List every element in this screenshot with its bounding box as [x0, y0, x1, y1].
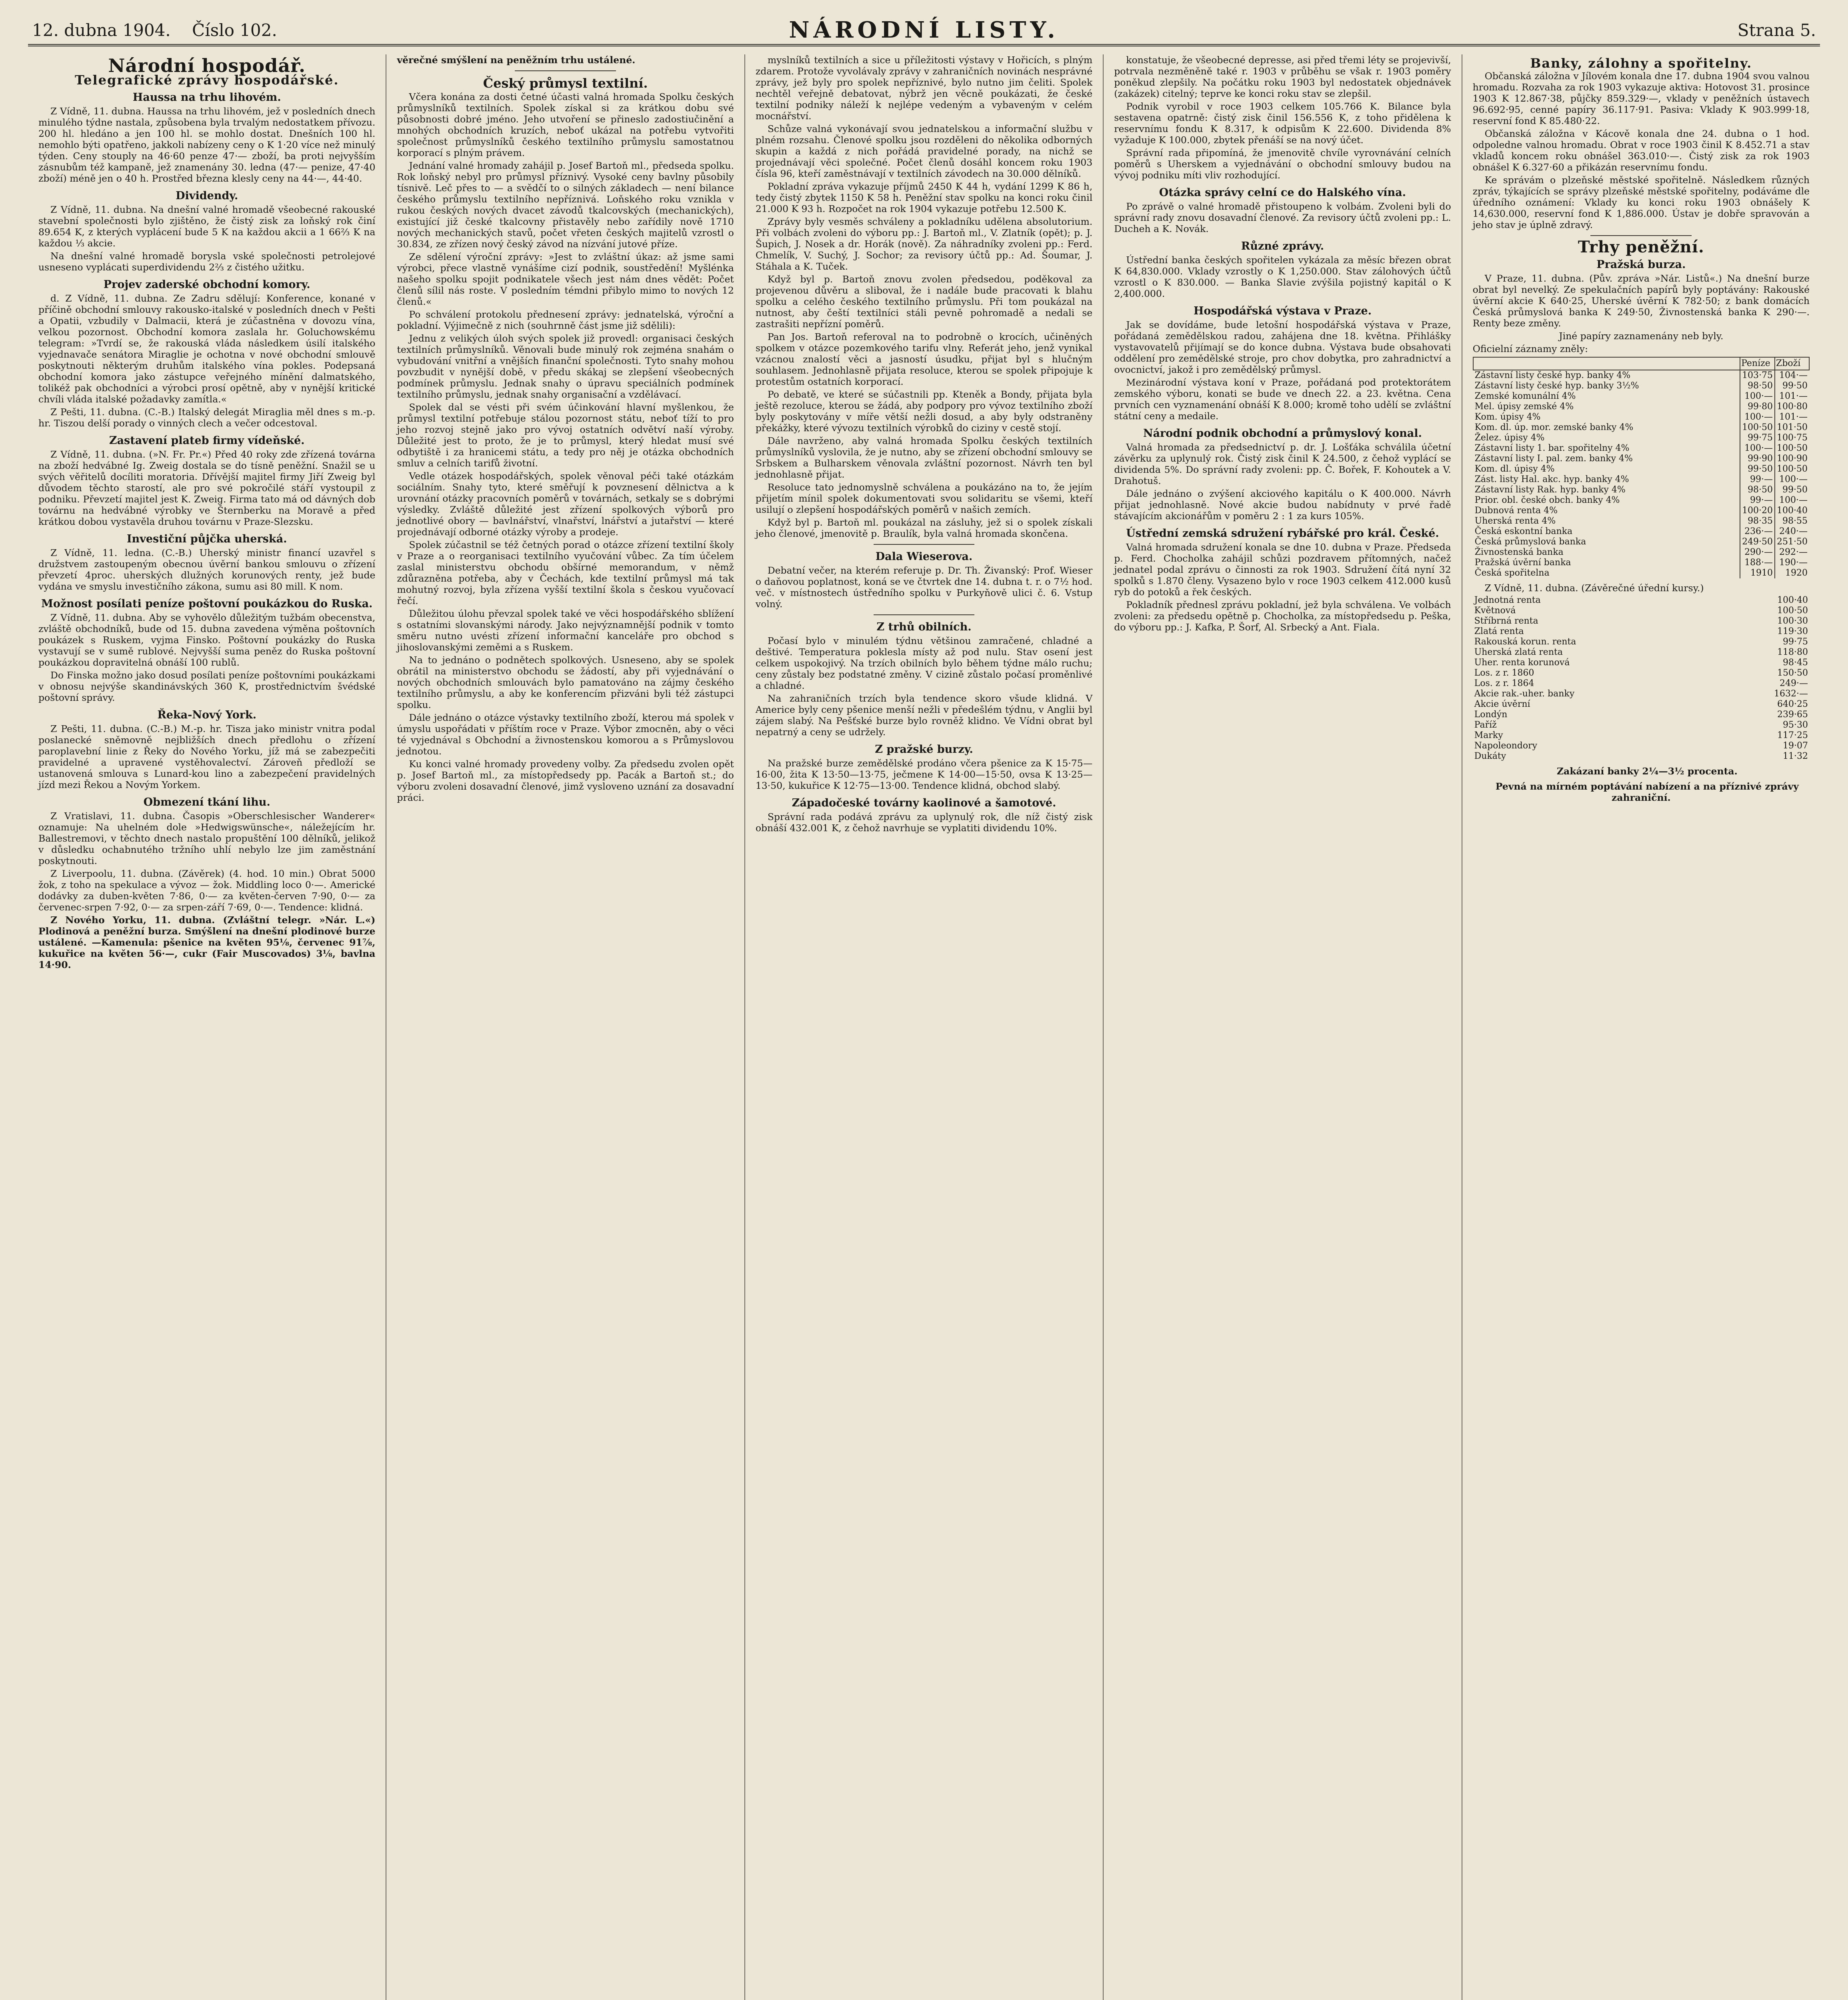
- rates-value: 1920: [1775, 568, 1809, 578]
- rates-label: Zástavní listy české hyp. banky 3½%: [1474, 381, 1639, 391]
- issue-number: Číslo 102.: [192, 20, 277, 40]
- vienna-value: 100·40: [1777, 595, 1808, 605]
- article-paragraph: Správní rada podává zprávu za uplynulý rok, dle níž čistý zisk obnáší 432.001 K, z čehož navrhuje se vyplatiti dividendu 10%.: [755, 811, 1093, 834]
- article-paragraph: myslníků textilních a sice u příležitosti výstavy v Hořicích, s plným zdarem. Protože vyvolávaly zprávy v zahraničních novinách nesprávné zprávy, jež byly pro spolek nepříznivé, bylo nutno jim čeliti. Spolek nechtěl veřejně debatovat, nýbrž jen věcně poukázati, že české textilní podniky náleží k nejlépe vedeným a vybaveným v celém mocnářství.: [755, 54, 1093, 122]
- columns: [28, 54, 1820, 2000]
- article-paragraph: Počasí bylo v minulém týdnu většinou zamračené, chladné a deštivé. Temperatura poklesla místy až pod nulu. Stav osení jest celkem uspokojivý. Na trzích obilních bylo během týdne málo ruchu; ceny zůstaly bez podstatné změny. V cizině zůstalo počasí proměnlivé a chladné.: [755, 635, 1093, 691]
- article-heading: Pražská burza.: [1596, 258, 1686, 271]
- rates-label: Zástavní listy české hyp. banky 4%: [1474, 370, 1631, 380]
- article-paragraph: Z Vídně, 11. dubna. Aby se vyhovělo důležitým tužbám obecenstva, zvláště obchodníků, bude od 15. dubna zavedena výměna poštovních poukázek s Ruskem, vyjma Finsko. Poštovní poukázky do Ruska vystavují se v sumě rublové. Nejvyšší suma peněz do Ruska poštovní poukázkou dopravitelná obnáší 100 rublů.: [38, 612, 376, 668]
- vienna-row: [1473, 626, 1810, 637]
- vienna-row: [1473, 637, 1810, 647]
- rates-value: 100·—: [1740, 391, 1775, 402]
- rates-row: [1473, 464, 1809, 474]
- rates-header-zbozi: Zboží: [1775, 357, 1809, 370]
- vienna-value: 99·75: [1783, 637, 1808, 647]
- page-number: Strana 5.: [1737, 20, 1816, 40]
- rates-row: [1473, 506, 1809, 516]
- rates-label: Kom. dl. úpisy 4%: [1474, 464, 1555, 474]
- article-heading: Český průmysl textilní.: [483, 76, 648, 91]
- vienna-row: [1473, 699, 1810, 710]
- vienna-row: [1473, 689, 1810, 699]
- article-paragraph: Zakázaní banky 2¼—3½ procenta.: [1556, 766, 1738, 777]
- article-paragraph: Jak se dovídáme, bude letošní hospodářská výstava v Praze, pořádaná zemědělskou radou, zahájena dne 18. května. Přihlášky vystavovatelů přijímají se do konce dubna. Výstava bude obsahovati oddělení pro zemědělské stroje, pro chov dobytka, pro zahradnictví a ovocnictví, jakož i pro zemědělský průmysl.: [1114, 319, 1451, 375]
- rates-value: 99·75: [1740, 433, 1775, 443]
- article-paragraph: Spolek dal se vésti při svém účinkování hlavní myšlenkou, že průmysl textilní potřebuje stálou pozornost státu, neboť tíží to pro jeho rozvoj stejně jako pro vývoj ostatních odvětví naší výroby. Důležité jest to proto, že je to průmysl, který hledat musí své odbytiště i za hranicemi státu, a tedy pro něj je otázka obchodních smluv a celních tarifů životní.: [397, 402, 734, 469]
- article-heading: Řeka-Nový York.: [157, 709, 257, 721]
- article-paragraph: Dále jednáno o otázce výstavky textilního zboží, kterou má spolek v úmyslu uspořádati v příštím roce v Praze. Výbor zmocněn, aby o věci té vyjednával s Obchodní a živnostenskou komorou a s Průmyslovou jednotou.: [397, 712, 734, 757]
- vienna-row: [1473, 678, 1810, 689]
- vienna-value: 100·30: [1777, 616, 1808, 626]
- article-paragraph: d. Z Vídně, 11. dubna. Ze Zadru sdělují: Konference, konané v příčině obchodní smlouvy rakousko-italské v posledních dnech v Pešti a Opatii, vzbudily v Dalmacii, která je zúčastněna v dovozu vína, velkou pozornost. Obchodní komora zaslala hr. Goluchowskému telegram: »Tvrdí se, že rakouská vláda následkem úsilí italského vyjednavače senátora Miraglie je ochotna v nové obchodní smlouvě poskytnouti některým druhům italského vína pokles. Podepsaná obchodní komora jako zástupce veřejného mínění dalmatského, tolikéž pak obchodníci a výrobci prosí opětně, aby v nynější kritické chvíli vláda italské požadavky zamítla.«: [38, 293, 376, 405]
- rates-row: [1473, 558, 1809, 568]
- vienna-label: Květnová: [1474, 606, 1516, 616]
- vienna-value: 249·—: [1780, 678, 1808, 688]
- article-heading: Haussa na trhu lihovém.: [132, 91, 281, 104]
- article-paragraph: Valná hromada sdružení konala se dne 10. dubna v Praze. Předseda p. Ferd. Chocholka zahájil schůzi pozdravem přítomných, načež jednatel podal zprávu o činnosti za rok 1903. Sdružení čítá nyní 32 spolků s 1.870 členy. Vysazeno bylo v roce 1903 celkem 412.000 kusů ryb do potoků a řek českých.: [1114, 542, 1451, 598]
- vienna-row: [1473, 741, 1810, 751]
- vienna-value: 119·30: [1777, 626, 1808, 636]
- rates-label: Živnostenská banka: [1474, 547, 1564, 557]
- rates-label: Mel. úpisy zemské 4%: [1474, 402, 1574, 412]
- article-heading: Hospodářská výstava v Praze.: [1193, 305, 1372, 317]
- article-paragraph: Dále navrženo, aby valná hromada Spolku českých textilních průmyslníků vyslovila, že je nutno, aby se zřízení obchodní smlouvy se Srbskem a Bulharskem věnovala zvláštní pozornost. Návrh ten byl jednohlasně přijat.: [755, 435, 1093, 480]
- vienna-row: [1473, 606, 1810, 616]
- article-paragraph: Na zahraničních trzích byla tendence skoro všude klidná. V Americe byly ceny pšenice menší nežli v předešlém týdnu, v Anglii byl zájem slabý. Na Pešťské burze bylo rovněž klidno. Ve Vídni obrat byl nepatrný a ceny se udržely.: [755, 693, 1093, 738]
- article-paragraph: Do Finska možno jako dosud posílati peníze poštovními poukázkami v obnosu nejvýše skandinávských 360 K, prostřednictvím švédské poštovní správy.: [38, 670, 376, 703]
- rates-subcaption: Oficielní záznamy zněly:: [1472, 343, 1588, 354]
- article-heading: Projev zaderské obchodní komory.: [103, 278, 310, 291]
- vienna-row: [1473, 616, 1810, 626]
- article-paragraph: Z Vídně, 11. dubna. (Závěrečné úřední kursy.): [1484, 582, 1704, 594]
- article-paragraph: Debatní večer, na kterém referuje p. Dr. Th. Živanský: Prof. Wieser o daňovou poplatnost, koná se ve čtvrtek dne 14. dubna t. r. o 7½ hod. več. v místnostech ústředního spolku v Purkyňově ulici č. 6. Vstup volný.: [755, 565, 1093, 610]
- rates-value: 98·55: [1775, 516, 1809, 526]
- rates-value: 100·80: [1775, 402, 1809, 412]
- vienna-row: [1473, 647, 1810, 658]
- vienna-label: Uher. renta korunová: [1474, 658, 1570, 668]
- vienna-value: 95·30: [1783, 720, 1808, 730]
- rates-value: 100·—: [1740, 443, 1775, 454]
- rates-row: [1473, 516, 1809, 526]
- vienna-label: Marky: [1474, 730, 1503, 740]
- divider: [874, 614, 975, 615]
- rates-value: 100·50: [1775, 443, 1809, 454]
- vienna-value: 98·45: [1783, 658, 1808, 668]
- rates-table: [1473, 357, 1810, 578]
- article-paragraph: Jednání valné hromady zahájil p. Josef Bartoň ml., předseda spolku. Rok loňský nebyl pro průmysl příznivý. Vysoké ceny bavlny působily tísnivě. Leč přes to — a svědčí to o silných základech — není bilance českého průmyslu textilního nepříznivá. Loňského roku vznikla v rukou českých nových dvacet závodů tkalcovských (mechanických), existující již české tkalcovny přistavěly nebo zařídily nově 1710 nových mechanických stavů, počet vřeten českých majitelů vzrostl o 30.834, ze zřízen nový český závod na nízvání jutové příze.: [397, 160, 734, 250]
- vienna-rates-table: [1473, 595, 1810, 762]
- subsection-title: Telegrafické zprávy hospodářské.: [74, 72, 339, 88]
- masthead-left: [32, 20, 789, 40]
- rates-row: [1473, 568, 1809, 578]
- rates-label: Zást. listy Hal. akc. hyp. banky 4%: [1474, 474, 1629, 484]
- article-paragraph: V Praze, 11. dubna. (Pův. zpráva »Nár. Listů«.) Na dnešní burze obrat byl nevelký. Ze spekulačních papírů byly poptávány: Rakouské úvěrní akcie K 640·25, Uherské úvěrní K 782·50; z bank domácích Česká průmyslová banka K 249·50, Živnostenská banka K 290·—. Renty beze změny.: [1472, 273, 1810, 329]
- rates-row: [1473, 391, 1809, 402]
- vienna-value: 19·07: [1783, 741, 1808, 751]
- vienna-value: 118·80: [1777, 647, 1808, 657]
- vienna-row: [1473, 730, 1810, 741]
- article-paragraph: Důležitou úlohu převzal spolek také ve věci hospodářského sblížení s ostatními slovanskými národy. Jako nejvýznamnější podnik v tomto směru nutno uvésti zřízení informační kanceláře pro obchod s jihoslovanskými zeměmi a s Ruskem.: [397, 608, 734, 653]
- rates-header-blank: [1473, 357, 1740, 370]
- divider: [515, 70, 616, 71]
- rates-value: 249·50: [1740, 537, 1775, 547]
- article-paragraph: konstatuje, že všeobecné depresse, asi před třemi léty se projevivší, potrvala nezměněně také r. 1903 v průběhu se však r. 1903 poměry poněkud zlepšily. Na počátku roku 1903 byl nedostatek objednávek (zakázek) citelný; teprve ke konci roku stav se zlepšil.: [1114, 54, 1451, 99]
- divider: [1590, 235, 1692, 236]
- vienna-label: Dukáty: [1474, 751, 1506, 761]
- article-heading: Investiční půjčka uherská.: [126, 533, 287, 545]
- vienna-value: 100·50: [1777, 606, 1808, 616]
- rates-value: 104·—: [1775, 370, 1809, 381]
- vienna-value: 117·25: [1777, 730, 1808, 740]
- rates-label: Zástavní listy 1. bar. spořitelny 4%: [1474, 443, 1630, 453]
- article-paragraph: Když byl p. Bartoň ml. poukázal na zásluhy, jež si o spolek získali jeho členové, jmenovitě p. Braulík, byla valná hromada skončena.: [755, 517, 1093, 539]
- article-paragraph: Pokladní zpráva vykazuje příjmů 2450 K 44 h, vydání 1299 K 86 h, tedy čistý zbytek 1150 K 58 h. Peněžní stav spolku na konci roku činil 21.000 K 93 h. Rozpočet na rok 1904 vykazuje potřebu 12.500 K.: [755, 181, 1093, 214]
- rates-value: 251·50: [1775, 537, 1809, 547]
- vienna-label: Stříbrná renta: [1474, 616, 1538, 626]
- article-paragraph: Jednu z velikých úloh svých spolek již provedl: organisaci českých textilních průmyslníků. Věnovali bude minulý rok zejména snahám o vybudování vnitřní a vnějších finanční společnosti. Tyto snahy mohou povzbudit v nynější době, v předu skákaj se zlepšení všeobecných podmínek průmyslu. Jednak snahy o úpravu speciálních podmínek textilního průmyslu, jednak snahy organisační a vzdělávací.: [397, 333, 734, 400]
- rates-value: 100·50: [1740, 422, 1775, 433]
- article-paragraph: Spolek zúčastnil se též četných porad o otázce zřízení textilní školy v Praze a o reorganisaci textilního vyučování vůbec. Za tím účelem zaslal ministerstvu obchodu obšírné memorandum, v němž zdůrazněna potřeba, aby v Čechách, kde textilní průmysl má tak mohutný rozvoj, byla zřízena vyšší textilní škola s českou vyučovací řečí.: [397, 539, 734, 606]
- column-1: [28, 54, 386, 2000]
- article-heading: Obmezení tkání lihu.: [143, 796, 270, 808]
- article-heading: Dala Wieserova.: [875, 550, 973, 563]
- rates-row: [1473, 495, 1809, 506]
- rates-value: 98·50: [1740, 485, 1775, 495]
- article-paragraph: Ku konci valné hromady provedeny volby. Za předsedu zvolen opět p. Josef Bartoň ml., za místopředsedy pp. Pacák a Bartoň st.; do výboru zvoleni dosavadní členové, jimž vysloveno uznání za dosavadní práci.: [397, 758, 734, 803]
- rates-label: Kom. dl. úp. mor. zemské banky 4%: [1474, 422, 1634, 432]
- rates-value: 99·90: [1740, 454, 1775, 464]
- rates-row: [1473, 474, 1809, 485]
- rates-label: Česká průmyslová banka: [1474, 537, 1586, 547]
- vienna-label: Los. z r. 1864: [1474, 678, 1534, 688]
- rates-row: [1473, 422, 1809, 433]
- vienna-row: [1473, 720, 1810, 730]
- rates-value: 188·—: [1740, 558, 1775, 568]
- section-title: Banky, zálohny a spořitelny.: [1530, 56, 1752, 71]
- rates-row: [1473, 433, 1809, 443]
- rates-caption: Jiné papíry zaznamenány neb byly.: [1559, 330, 1724, 342]
- article-heading: Zastavení plateb firmy vídeňské.: [109, 434, 305, 447]
- article-paragraph: Když byl p. Bartoň znovu zvolen předsedou, poděkoval za projevenou důvěru a sliboval, že i nadále bude pracovati k blahu spolku a celého českého textilního průmyslu. Při tom poukázal na nutnost, aby čeští textilníci stáli pevně pohromadě a nedali se zastrašiti nepřízní poměrů.: [755, 274, 1093, 330]
- rates-value: 190·—: [1775, 558, 1809, 568]
- newspaper-title: NÁRODNÍ LISTY.: [789, 17, 1059, 43]
- rates-value: 101·—: [1775, 391, 1809, 402]
- vienna-label: Akcie rak.-uher. banky: [1474, 689, 1575, 699]
- column-5: [1462, 54, 1820, 2000]
- rates-value: 101·50: [1775, 422, 1809, 433]
- article-paragraph: Dále jednáno o zvýšení akciového kapitálu o K 400.000. Návrh přijat jednohlasně. Nové akcie budou nabídnuty v prvé řadě stávajícím akcionářům v poměru 2 : 1 za kurs 105%.: [1114, 488, 1451, 522]
- article-paragraph: Podnik vyrobil v roce 1903 celkem 105.766 K. Bilance byla sestavena opatrně: čistý zisk činil 156.556 K, z toho přidělena k reservnímu fondu K 8.317, k odpisům K 22.600. Dividenda 8% vyžaduje K 100.000, zbytek přenáší se na nový účet.: [1114, 101, 1451, 146]
- vienna-label: Napoleondory: [1474, 741, 1538, 751]
- article-paragraph: Mezinárodní výstava koní v Praze, pořádaná pod protektorátem zemského výboru, konati se bude ve dnech 22. a 23. května. Cena prvních cen vyznamenání obnáší K 8.000; kromě toho udělí se zvláštní státní ceny a medaile.: [1114, 377, 1451, 422]
- article-heading: Otázka správy celní ce do Halského vína.: [1159, 186, 1406, 199]
- rates-header-penize: Peníze: [1740, 357, 1775, 370]
- vienna-value: 11·32: [1783, 751, 1808, 761]
- vienna-label: Zlatá renta: [1474, 626, 1524, 636]
- article-paragraph: Z Vídně, 11. dubna. (»N. Fr. Pr.«) Před 40 roky zde zřízená továrna na zboží hedvábné Ig. Zweig dostala se do tísně peněžní. Snažil se u svých věřitelů docíliti moratoria. Dřívější majitel firmy Jiří Zweig byl důvodem těchto starostí, ale pro své pokročilé stáří vystoupil z podniku. Převzetí majitel jest K. Zweig. Firma tato má od dávných dob továrnu na hedvábné výrobky ve Šternberku na Moravě a před krátkou dobou vystavěla druhou továrnu v Praze-Slezsku.: [38, 449, 376, 527]
- section-title: Trhy peněžní.: [1578, 238, 1704, 256]
- section-title: Národní hospodář.: [108, 55, 306, 76]
- rates-value: 99·80: [1740, 402, 1775, 412]
- rates-label: Zástavní listy I. pal. zem. banky 4%: [1474, 454, 1633, 464]
- rates-value: 99·50: [1775, 381, 1809, 391]
- vienna-label: Akcie úvěrní: [1474, 699, 1530, 709]
- article-heading: Národní podnik obchodní a průmyslový konal.: [1143, 427, 1422, 440]
- vienna-row: [1473, 710, 1810, 720]
- vienna-row: [1473, 595, 1810, 606]
- rates-label: Želez. úpisy 4%: [1474, 433, 1545, 443]
- vienna-value: 150·50: [1777, 668, 1808, 678]
- rates-body: [1473, 370, 1809, 578]
- vienna-value: 1632·—: [1774, 689, 1808, 699]
- rates-value: 100·—: [1740, 412, 1775, 422]
- rates-value: 103·75: [1740, 370, 1775, 381]
- rates-row: [1473, 547, 1809, 558]
- article-heading: Možnost posílati peníze poštovní poukázkou do Ruska.: [41, 598, 373, 610]
- article-paragraph: Z Pešti, 11. dubna. (C.-B.) M.-p. hr. Tisza jako ministr vnitra podal poslanecké sněmovně nejbližších dnech předlohu o zřízení paroplavební linie z Řeky do Nového Yorku, jíž má se zabezpečiti pravidelné a upravené vystěhovalectví. Zároveň předloží se ustanovená smlouva s Lunard-kou lino a zabezpečení pravidelných jízd mezi Řekou a Novým Yorkem.: [38, 723, 376, 790]
- column-2: [386, 54, 745, 2000]
- article-paragraph: Pevná na mírném poptávání nabízení a na příznivé zprávy zahraniční.: [1495, 781, 1799, 803]
- article-paragraph: Ze sdělení výroční zprávy: »Jest to zvláštní úkaz: až jsme sami výrobci, přece vlastně vynášíme cizí podnik, soustředění! Myšlénka našeho spolku spojit podnikatele všech jest nám dnes vědět: Počet členů sílil nás roste. V posledním témdni přibylo mimo to nových 12 členů.«: [397, 251, 734, 307]
- column-4: [1104, 54, 1462, 2000]
- article-paragraph: Na to jednáno o podnětech spolkových. Usneseno, aby se spolek obrátil na ministerstvo obchodu se žádostí, aby při vyjednávání o nových obchodních smlouvách bylo pamatováno na zájmy českého textilního průmyslu, a aby ke konferencím přizváni byli též zástupci spolku.: [397, 654, 734, 710]
- article-paragraph: Zprávy byly vesměs schváleny a pokladníku udělena absolutorium. Při volbách zvoleni do výboru pp.: J. Bartoň ml., V. Zlatník (opět); p. J. Šupich, J. Nosek a dr. Horák (nově). Za náhradníky zvoleni pp.: Ferd. Chmelík, V. Suchý, J. Sochor; za revisory účtů pp.: Ad. Šoumar, J. Stáhala a K. Tuček.: [755, 216, 1093, 272]
- rates-value: 99·—: [1740, 474, 1775, 485]
- article-heading: Různé zprávy.: [1241, 240, 1324, 252]
- rates-value: 100·75: [1775, 433, 1809, 443]
- masthead: [28, 16, 1820, 46]
- rates-value: 100·90: [1775, 454, 1809, 464]
- issue-date: 12. dubna 1904.: [32, 20, 171, 40]
- vienna-label: Jednotná renta: [1474, 595, 1541, 605]
- vienna-value: 640·25: [1777, 699, 1808, 709]
- article-paragraph: věrečné smýšlení na peněžním trhu ustálené.: [397, 54, 636, 66]
- article-paragraph: Občanská záložna v Jílovém konala dne 17. dubna 1904 svou valnou hromadu. Rozvaha za rok 1903 vykazuje aktiva: Hotovost 31. prosince 1903 K 12.867·38, půjčky 859.329·—, vklady v peněžních ústavech 96.692·95, cenné papíry 36.117·91. Pasiva: Vklady K 903.999·18, reservní fond K 85.480·22.: [1472, 70, 1810, 126]
- article-paragraph: Ke správám o plzeňské městské spořitelně. Následkem různých zpráv, týkajících se správy plzeňské městské spořitelny, podáváme dle úředního oznámení: Vklady ku konci roku 1903 obnášely K 14,630.000, reservní fond K 1,886.000. Ústav je dobře spravován a jeho stav je úplně zdravý.: [1472, 174, 1810, 230]
- vienna-label: Rakouská korun. renta: [1474, 637, 1576, 647]
- article-paragraph: Pokladník přednesl zprávu pokladní, jež byla schválena. Ve volbách zvoleni: za předsedu opětně p. Chocholka, za místopředsedu p. Peška, do výboru pp.: J. Kafka, P. Šorf, Al. Srbecký a Ant. Fiala.: [1114, 599, 1451, 633]
- rates-row: [1473, 454, 1809, 464]
- rates-value: 1910: [1740, 568, 1775, 578]
- article-paragraph: Resoluce tato jednomyslně schválena a poukázáno na to, že jejím přijetím mínil spolek dokumentovati svou solidaritu se všemi, kteří usilují o zlepšení hospodářských poměrů v našich zemích.: [755, 482, 1093, 515]
- rates-value: 100·20: [1740, 506, 1775, 516]
- article-paragraph: Po debatě, ve které se súčastnili pp. Kteněk a Bondy, přijata byla ještě rezoluce, kterou se žádá, aby podpory pro vývoz textilního zboží byly poskytovány v míře větší nežli dosud, a aby byly odstraněny překážky, které vývozu textilních výrobků do ciziny v cestě stojí.: [755, 389, 1093, 434]
- article-paragraph: Valná hromada za předsednictví p. dr. J. Lošťáka schválila účetní závěrku za uplynulý rok. Čistý zisk činil K 24.500, z čehož vyplácí se dividenda 5%. Do správní rady zvoleni: pp. Č. Bořek, F. Kohoutek a V. Drahotuš.: [1114, 442, 1451, 486]
- vienna-row: [1473, 668, 1810, 678]
- rates-label: Kom. úpisy 4%: [1474, 412, 1541, 422]
- rates-value: 236·—: [1740, 526, 1775, 537]
- vienna-row: [1473, 658, 1810, 668]
- article-paragraph: Z Vídně, 11. ledna. (C.-B.) Uherský ministr financí uzavřel s družstvem zastoupeným obecnou úvěrní bankou smlouvu o zřízení převzetí 4proc. uherských dlužných korunových renty, jež bude vydána ve smyslu investičního zákona, sumu asi 80 mill. K nom.: [38, 547, 376, 592]
- rates-label: Česká spořitelna: [1474, 568, 1550, 578]
- vienna-value: 239·65: [1777, 710, 1808, 720]
- article-paragraph: Občanská záložna v Kácově konala dne 24. dubna o 1 hod. odpoledne valnou hromadu. Obrat v roce 1903 činil K 8.452.71 a stav vkladů koncem roku obnášel 363.010·—. Čistý zisk za rok 1903 obnášel K 6.327·60 a přikázán reservnímu fondu.: [1472, 128, 1810, 173]
- article-heading: Z pražské burzy.: [875, 743, 973, 756]
- rates-row: [1473, 443, 1809, 454]
- article-paragraph: Ústřední banka českých spořitelen vykázala za měsíc březen obrat K 64,830.000. Vklady vzrostly o K 1,250.000. Stav zálohových účtů vzrostl o K 830.000. — Banka Slavie zvýšila pojistný kapitál o K 2,400.000.: [1114, 254, 1451, 299]
- rates-value: 290·—: [1740, 547, 1775, 558]
- article-paragraph: Z Nového Yorku, 11. dubna. (Zvláštní telegr. »Nár. L.«) Plodinová a peněžní burza. Smýšlení na dnešní plodinové burze ustálené. —Kamenula: pšenice na květen 95⅛, červenec 91⅞, kukuřice na květen 56·—, cukr (Fair Muscovados) 3⅛, bavlna 14·90.: [38, 914, 376, 970]
- article-paragraph: Na pražské burze zemědělské prodáno včera pšenice za K 15·75—16·00, žita K 13·50—13·75, ječmene K 14·00—15·50, ovsa K 13·25—13·50, kukuřice K 12·75—13·00. Tendence klidná, obchod slabý.: [755, 758, 1093, 791]
- rates-value: 101·—: [1775, 412, 1809, 422]
- article-paragraph: Z Vídně, 11. dubna. Na dnešní valné hromadě všeobecné rakouské stavební společnosti bylo zjištěno, že čistý zisk za loňský rok činí 89.654 K, z kterých vyplácení bude 5 K na každou akcii a 1 66⅔ K na každou ⅓ akcie.: [38, 204, 376, 249]
- rates-value: 240·—: [1775, 526, 1809, 537]
- divider: [874, 544, 975, 545]
- article-paragraph: Z Vídně, 11. dubna. Haussa na trhu lihovém, jež v posledních dnech minulého týdne nastala, způsobena byla trvalým nedostatkem přívozu. 200 hl. hledáno a jen 100 hl. se mohlo dostat. Dnešních 100 hl. nemohlo býti opatřeno, jakkoli nabízeny ceny o K 1·20 více než minulý týden. Ceny stouply na 46·60 penze 47·— zboží, ba proti nejvyšším zásnubům též kampaně, jež znamenány 30. ledna (47·— penize, 47·40 zboží) méně jen o 40 h. Prostřed března klesly ceny na 44·—, 44·40.: [38, 106, 376, 184]
- rates-value: 292·—: [1775, 547, 1809, 558]
- rates-value: 100·—: [1775, 474, 1809, 485]
- rates-label: Pražská úvěrní banka: [1474, 558, 1571, 568]
- rates-row: [1473, 402, 1809, 412]
- vienna-label: Uherská zlatá renta: [1474, 647, 1563, 657]
- rates-label: Uherská renta 4%: [1474, 516, 1556, 526]
- article-paragraph: Po zprávě o valné hromadě přistoupeno k volbám. Zvoleni byli do správní rady znovu dosavadní členové. Za revisory účtů zvoleni pp.: L. Ducheh a K. Novák.: [1114, 201, 1451, 234]
- article-paragraph: Po schválení protokolu přednesení zprávy: jednatelská, výroční a pokladní. Výjimečně z nich (souhrnně část jsme již sdělili):: [397, 309, 734, 331]
- rates-label: Zemské komunální 4%: [1474, 391, 1576, 401]
- rates-row: [1473, 485, 1809, 495]
- rates-value: 100·40: [1775, 506, 1809, 516]
- rates-value: 99·50: [1775, 485, 1809, 495]
- rates-label: Prior. obl. české obch. banky 4%: [1474, 495, 1620, 505]
- article-heading: Západočeské továrny kaolinové a šamotové.: [792, 797, 1056, 809]
- vienna-label: Londýn: [1474, 710, 1508, 720]
- article-paragraph: Z Liverpoolu, 11. dubna. (Závěrek) (4. hod. 10 min.) Obrat 5000 žok, z toho na spekulace a vývoz — žok. Middling loco 0·—. Americké dodávky za duben-květen 7·86, 0·— za květen-červen 7·90, 0·— za červenec-srpen 7·92, 0·— za srpen-září 7·69, 0·—. Tendence: klidná.: [38, 868, 376, 913]
- rates-value: 98·35: [1740, 516, 1775, 526]
- rates-value: 100·—: [1775, 495, 1809, 506]
- rates-value: 99·—: [1740, 495, 1775, 506]
- vienna-label: Paříž: [1474, 720, 1497, 730]
- rates-row: [1473, 370, 1809, 381]
- article-paragraph: Vedle otázek hospodářských, spolek věnoval péči také otázkám sociálním. Snahy tyto, které směřují k povznesení dělnictva a k urovnání otázky pracovních poměrů v továrnách, setkaly se s dobrými výsledky. Zvláště důležité jest zřízení spolkových výborů pro jednotlivé obory — bavlnářství, vlnařství, lnářství a jutařství — které projednávají odborné otázky výroby a prodeje.: [397, 470, 734, 538]
- article-paragraph: Pan Jos. Bartoň referoval na to podrobně o krocích, učiněných spolkem v otázce pozemkového tarifu vlny. Referát jeho, jenž vynikal vzácnou znalostí věci a jasností úsudku, přijat byl s hlučným souhlasem. Jednohlasně přijata resoluce, kterou se spolek připojuje k protestům ostatních korporací.: [755, 331, 1093, 387]
- article-paragraph: Z Pešti, 11. dubna. (C.-B.) Italský delegát Miraglia měl dnes s m.-p. hr. Tiszou delší porady o vinných clech a večer odcestoval.: [38, 406, 376, 429]
- vienna-row: [1473, 751, 1810, 762]
- rates-row: [1473, 381, 1809, 391]
- vienna-body: [1473, 595, 1810, 762]
- column-3: [745, 54, 1104, 2000]
- vienna-label: Los. z r. 1860: [1474, 668, 1534, 678]
- article-heading: Z trhů obilních.: [876, 621, 972, 633]
- article-paragraph: Schůze valná vykonávají svou jednatelskou a informační službu v plném rozsahu. Členové spolku jsou rozděleni do několika odborných skupin a každá z nich pořádá pravidelné porady, na nichž se projednávají věci společné. Počet členů dosáhl koncem roku 1903 čísla 96, kteří zaměstnávají v textilních závodech na 30.000 dělníků.: [755, 123, 1093, 179]
- rates-value: 100·50: [1775, 464, 1809, 474]
- article-paragraph: Správní rada připomíná, že jmenovitě chvíle vyrovnávání celních poměrů s Uherskem a vyjednávání o obchodní smlouvy budou na vývoj podniku míti vliv rozhodující.: [1114, 147, 1451, 181]
- rates-label: Česká eskontní banka: [1474, 526, 1573, 536]
- rates-row: [1473, 412, 1809, 422]
- rates-label: Dubnová renta 4%: [1474, 506, 1558, 516]
- rates-row: [1473, 526, 1809, 537]
- article-heading: Dividendy.: [176, 190, 238, 202]
- rates-value: 98·50: [1740, 381, 1775, 391]
- article-heading: Ústřední zemská sdružení rybářské pro král. České.: [1126, 527, 1439, 540]
- rates-row: [1473, 537, 1809, 547]
- article-paragraph: Z Vratislavi, 11. dubna. Časopis »Oberschlesischer Wanderer« oznamuje: Na uhelném dole »Hedwigswünsche«, náležejícím hr. Ballestremovi, v těchto dnech nastalo propuštění 100 dělníků, jelikož v důsledku ochabnutého tržního uhlí nebylo lze jim zaměstnání poskytnouti.: [38, 810, 376, 866]
- article-paragraph: Včera konána za dosti četné účasti valná hromada Spolku českých průmyslníků textilních. Spolek získal si za krátkou dobu své působnosti dobré jméno. Jeho utvoření se přineslo zadostiučinění a mnohých obchodních kruzích, neboť ukázal na potřebu vytvořiti společnost průmyslníků českého textilního průmyslu samostatnou korporací s plným právem.: [397, 91, 734, 158]
- article-paragraph: Na dnešní valné hromadě borysla vské společnosti petrolejové usneseno vyplácati superdividendu 2⅔ z čistého užitku.: [38, 250, 376, 273]
- rates-label: Zástavní listy Rak. hyp. banky 4%: [1474, 485, 1626, 495]
- rates-value: 99·50: [1740, 464, 1775, 474]
